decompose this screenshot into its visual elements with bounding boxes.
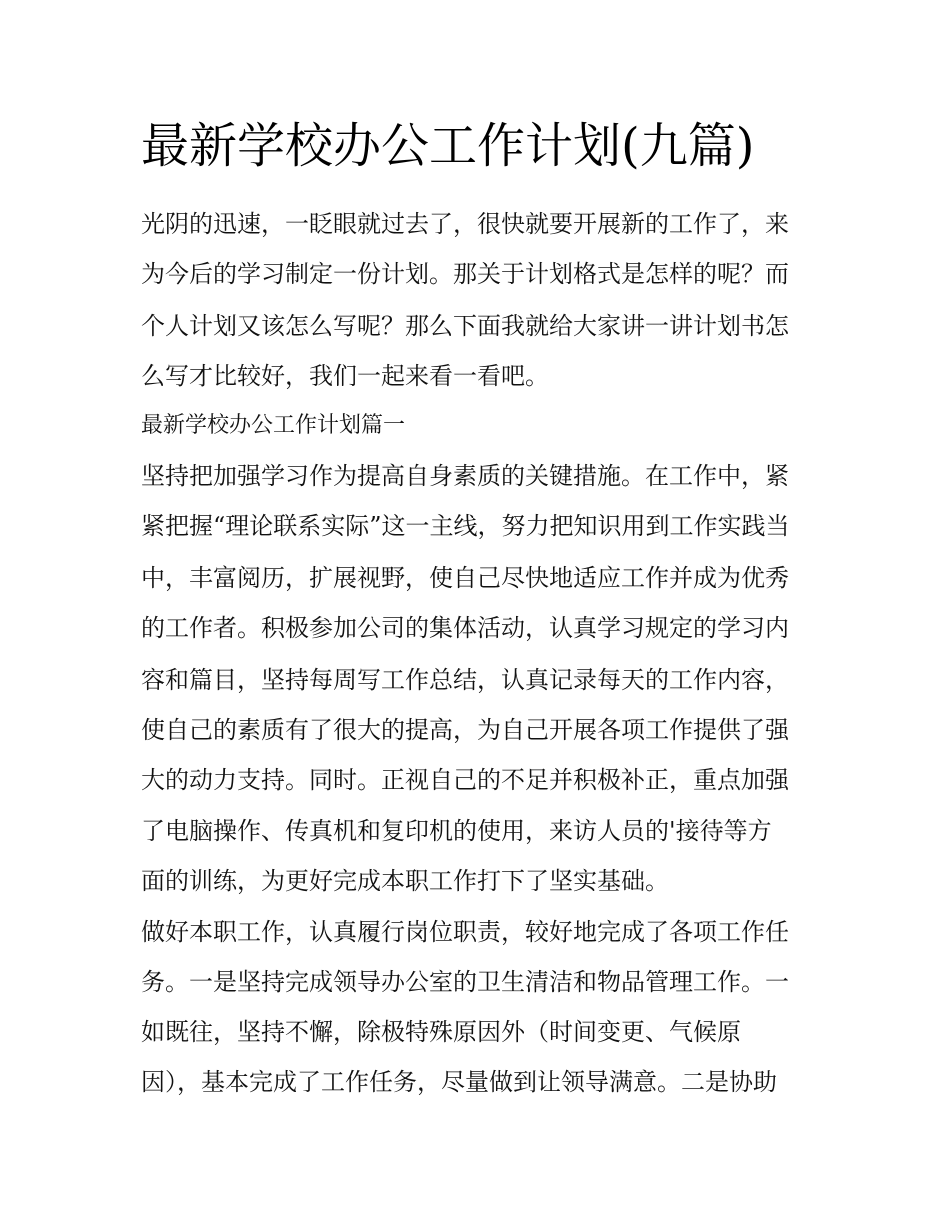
section-heading: 最新学校办公工作计划篇一 (141, 413, 406, 438)
paragraph-line: 了电脑操作、传真机和复印机的使用，来访人员的'接待等方 (141, 817, 772, 845)
intro-line: 为今后的学习制定一份计划。那关于计划格式是怎样的呢？而 (141, 260, 789, 288)
intro-line: 个人计划又该怎么写呢？那么下面我就给大家讲一讲计划书怎 (141, 312, 789, 340)
paragraph-line: 使自己的素质有了很大的提高，为自己开展各项工作提供了强 (141, 716, 789, 744)
paragraph-line: 务。一是坚持完成领导办公室的卫生清洁和物品管理工作。一 (141, 968, 789, 996)
paragraph-line: 大的动力支持。同时。正视自己的不足并积极补正，重点加强 (141, 766, 789, 794)
paragraph-line: 因），基本完成了工作任务，尽量做到让领导满意。二是协助 (141, 1068, 777, 1096)
paragraph-line: 如既往，坚持不懈，除极特殊原因外（时间变更、气候原 (141, 1018, 741, 1046)
paragraph-line: 面的训练，为更好完成本职工作打下了坚实基础。 (141, 867, 669, 895)
paragraph-line: 做好本职工作，认真履行岗位职责，较好地完成了各项工作任 (141, 918, 789, 946)
document-title: 最新学校办公工作计划(九篇) (141, 118, 755, 174)
paragraph-line: 容和篇目，坚持每周写工作总结，认真记录每天的工作内容， (141, 666, 789, 694)
paragraph-line: 的工作者。积极参加公司的集体活动，认真学习规定的学习内 (141, 614, 789, 642)
intro-line: 光阴的迅速，一眨眼就过去了，很快就要开展新的工作了，来 (141, 210, 789, 238)
paragraph-line: 中，丰富阅历，扩展视野，使自己尽快地适应工作并成为优秀 (141, 564, 789, 592)
paragraph-line: 紧把握“理论联系实际”这一主线，努力把知识用到工作实践当 (141, 512, 790, 540)
paragraph-line: 坚持把加强学习作为提高自身素质的关键措施。在工作中，紧 (141, 462, 789, 490)
intro-line: 么写才比较好，我们一起来看一看吧。 (141, 362, 549, 390)
